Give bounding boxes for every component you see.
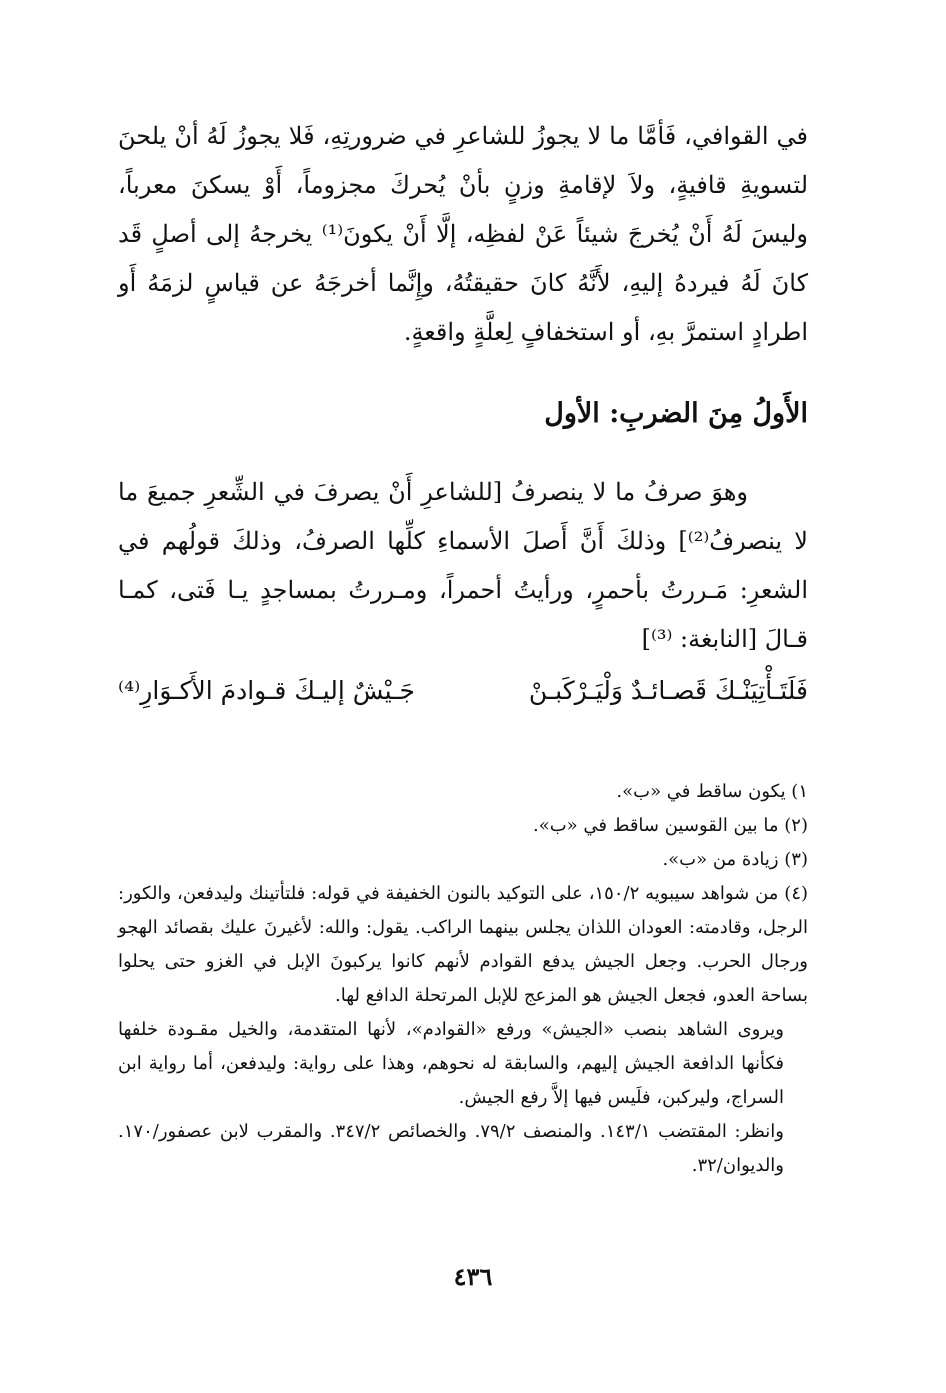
footnote-1: ١) يكون ساقط في «ب». <box>616 781 808 802</box>
body-paragraph-1: في القوافي، فَأمَّا ما لا يجوزُ للشاعرِ في ضرورتِهِ، فَلا يجوزُ لَهُ أنْ يلحنَ لتسويةِ قافيةٍ، ولاَ لإقامةِ وزنٍ بأنْ يُحركَ مجزوماً، أَوْ يسكنَ معرباً، وليسَ لَهُ أَنْ يُخرجَ شيئاً عَنْ لفظِه، إلَّا أَنْ يكونَ⁽¹⁾ يخرجهُ إلى أصلٍ قَد كانَ لَهُ فيردهُ إليهِ، لأَنَّهُ كانَ حقيقتُهُ، وإِنَّما أخرجَهُ عن قياسٍ لزمَهُ أَو اطرادٍ استمرَّ بهِ، أو استخفافٍ لِعلَّةٍ واقعةٍ. <box>118 122 809 346</box>
page-number: ٤٣٦ <box>453 1262 493 1291</box>
section-heading: الأَولُ مِنَ الضربِ: الأول <box>544 398 808 429</box>
footnote-3: (٣) زيادة من «ب». <box>662 849 808 870</box>
footnote-4: (٤) من شواهد سيبويه ١٥٠/٢، على التوكيد بالنون الخفيفة في قوله: فلتأتينك وليدفعن، والكور: الرجل، وقادمته: العودان اللذان يجلس بينهما الراكب. يقول: والله: لأغيرنَ عليك بقصائد الهجو ورجال الحرب. وجعل الجيش يدفع القوادم لأنهم كانوا يركبونَ الإبل في الغزو حتى يحلوا بساحة العدو، فجعل الجيش هو المزعج للإبل المرتحلة الدافع لها. <box>118 883 809 1006</box>
poetry-verse <box>118 666 808 716</box>
footnote-2: (٢) ما بين القوسين ساقط في «ب». <box>533 815 808 836</box>
footnotes <box>118 775 808 1183</box>
footnote-4-references: وانظر: المقتضب ١٤٣/١. والمنصف ٧٩/٢. والخصائص ٣٤٧/٢. والمقرب لابن عصفور/١٧٠. والديوان/٣٢. <box>118 1121 784 1176</box>
body-paragraph-2: وهوَ صرفُ ما لا ينصرفُ [للشاعرِ أَنْ يصرفَ في الشِّعرِ جميعَ ما لا ينصرفُ⁽²⁾] وذلكَ أَنَّ أَصلَ الأسماءِ كلِّها الصرفُ، وذلكَ قولُهم في الشعرِ: مَـررتُ بأحمرٍ، ورأيتُ أحمراً، ومـررتُ بمساجدٍ يـا فَتى، كمـا قـالَ [النابغة: ⁽³⁾] <box>118 478 808 653</box>
verse-second-hemistich: جَـيْشٌ إليـكَ قـوادمَ الأَكـوَارِ⁽⁴⁾ <box>118 676 415 705</box>
verse-first-hemistich: فَلَتَـأْتِيَنْـكَ قَصـائـدٌ وَلْيَـرْكَبـنْ <box>528 676 808 705</box>
footnote-4-continuation: ويروى الشاهد بنصب «الجيش» ورفع «القوادم»، لأنها المتقدمة، والخيل مقـودة خلفها فكأنها الدافعة الجيش إليهم، والسابقة له نحوهم، وهذا على رواية: وليدفعن، أما رواية ابن السراج، وليركبن، فلَيس فيها إلاَّ رفع الجيش. <box>118 1019 784 1108</box>
